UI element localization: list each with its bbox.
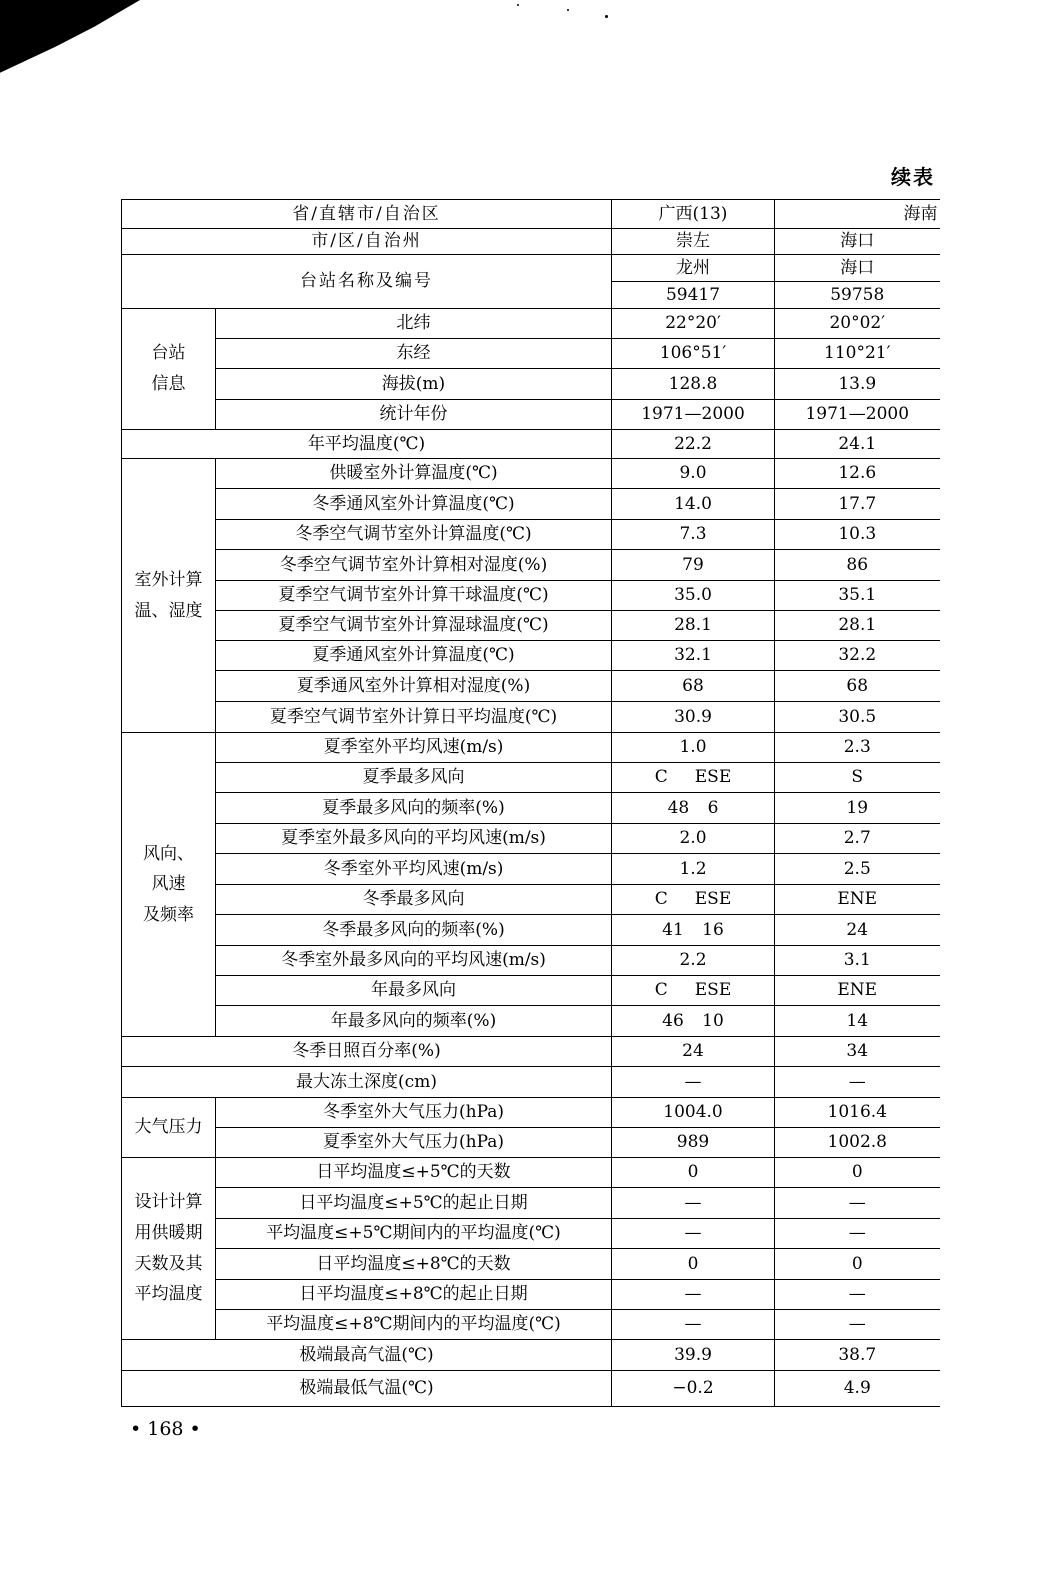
row-value-col2: 12.6	[775, 459, 940, 489]
row-value-col1: C ESE	[612, 763, 775, 793]
row-label: 冬季最多风向的频率(%)	[216, 915, 612, 946]
row-label: 日平均温度≤+8℃的天数	[216, 1249, 612, 1280]
row-value-col1: 30.9	[612, 702, 775, 733]
row-value-col2: 1002.8	[775, 1128, 940, 1158]
table-row	[122, 824, 940, 854]
row-value-col2: ENE	[775, 976, 940, 1006]
row-value-col1: 35.0	[612, 581, 775, 611]
table-row	[122, 1158, 940, 1188]
row-label: 夏季最多风向	[216, 763, 612, 793]
row-value-col1: 1004.0	[612, 1098, 775, 1128]
table-row	[122, 733, 940, 763]
row-value-col2: 19	[775, 793, 940, 824]
table-row	[122, 369, 940, 400]
row-value-col2: 86	[775, 550, 940, 581]
row-value-col1: 28.1	[612, 611, 775, 641]
row-value-col1: 9.0	[612, 459, 775, 489]
table-row	[122, 1067, 940, 1098]
page-number: • 168 •	[130, 1418, 201, 1440]
row-value-col1: 1.2	[612, 854, 775, 885]
row-value-col2: 2.7	[775, 824, 940, 854]
row-value-col2: 0	[775, 1158, 940, 1188]
table-row	[122, 430, 940, 459]
row-label: 夏季空气调节室外计算湿球温度(℃)	[216, 611, 612, 641]
row-label: 平均温度≤+8℃期间内的平均温度(℃)	[216, 1310, 612, 1340]
row-value-col2: 110°21′	[775, 339, 940, 369]
table-row	[122, 854, 940, 885]
row-value-col1: 24	[612, 1037, 775, 1067]
row-value-col1: 22.2	[612, 430, 775, 459]
table-row	[122, 915, 940, 946]
scan-speck	[517, 4, 519, 6]
table-row	[122, 1006, 940, 1037]
row-value-col1: —	[612, 1188, 775, 1219]
row-value-col1: —	[612, 1067, 775, 1098]
row-value-col2: 2.3	[775, 733, 940, 763]
row-value-col1: 46 10	[612, 1006, 775, 1037]
row-value-col2: 4.9	[775, 1371, 940, 1407]
row-value-col1: 48 6	[612, 793, 775, 824]
scan-speck	[567, 9, 569, 11]
row-value-col1: 14.0	[612, 489, 775, 520]
row-label: 夏季室外最多风向的平均风速(m/s)	[216, 824, 612, 854]
row-label: 日平均温度≤+8℃的起止日期	[216, 1280, 612, 1310]
table-row	[122, 1280, 940, 1310]
row-value-col2: S	[775, 763, 940, 793]
table-row	[122, 671, 940, 702]
row-value-col1: 39.9	[612, 1340, 775, 1371]
row-label: 冬季室外平均风速(m/s)	[216, 854, 612, 885]
city-label: 市/区/自治州	[122, 229, 612, 255]
row-value-col2: 10.3	[775, 520, 940, 550]
row-value-col1: 2.0	[612, 824, 775, 854]
row-value-col2: 34	[775, 1037, 940, 1067]
row-value-col1: 0	[612, 1249, 775, 1280]
row-label: 夏季室外大气压力(hPa)	[216, 1128, 612, 1158]
table-row	[122, 793, 940, 824]
row-label: 极端最低气温(℃)	[122, 1371, 612, 1407]
row-value-col2: 35.1	[775, 581, 940, 611]
table-row	[122, 550, 940, 581]
row-label: 最大冻土深度(cm)	[122, 1067, 612, 1098]
row-label: 统计年份	[216, 400, 612, 430]
row-value-col2: 0	[775, 1249, 940, 1280]
row-value-col1: 128.8	[612, 369, 775, 400]
code-col2: 59758	[775, 282, 940, 309]
row-value-col1: 1971—2000	[612, 400, 775, 430]
table-row	[122, 976, 940, 1006]
row-label: 夏季通风室外计算温度(℃)	[216, 641, 612, 671]
station-col2: 海口	[775, 255, 940, 282]
province-label: 省/直辖市/自治区	[122, 200, 612, 229]
climate-parameters-table	[121, 199, 940, 1407]
row-label: 冬季室外大气压力(hPa)	[216, 1098, 612, 1128]
table-row	[122, 946, 940, 976]
row-label: 极端最高气温(℃)	[122, 1340, 612, 1371]
row-value-col1: C ESE	[612, 976, 775, 1006]
row-label: 日平均温度≤+5℃的天数	[216, 1158, 612, 1188]
row-label: 年平均温度(℃)	[122, 430, 612, 459]
row-value-col1: —	[612, 1280, 775, 1310]
city-col1: 崇左	[612, 229, 775, 255]
table-row	[122, 339, 940, 369]
table-row	[122, 459, 940, 489]
row-value-col1: 0	[612, 1158, 775, 1188]
table-row	[122, 1037, 940, 1067]
row-value-col2: 68	[775, 671, 940, 702]
row-value-col2: —	[775, 1188, 940, 1219]
row-value-col1: −0.2	[612, 1371, 775, 1407]
row-label: 冬季空气调节室外计算相对湿度(%)	[216, 550, 612, 581]
row-label: 夏季空气调节室外计算干球温度(℃)	[216, 581, 612, 611]
table-row	[122, 1188, 940, 1219]
row-value-col1: 41 16	[612, 915, 775, 946]
table-row	[122, 641, 940, 671]
table-row	[122, 702, 940, 733]
row-value-col1: 2.2	[612, 946, 775, 976]
row-value-col2: ENE	[775, 885, 940, 915]
table-row	[122, 1219, 940, 1249]
group-heating: 设计计算 用供暖期 天数及其 平均温度	[122, 1158, 216, 1340]
row-label: 冬季通风室外计算温度(℃)	[216, 489, 612, 520]
table-row	[122, 1098, 940, 1128]
city-col2: 海口	[775, 229, 940, 255]
row-value-col1: 22°20′	[612, 309, 775, 339]
code-col1: 59417	[612, 282, 775, 309]
row-label: 冬季日照百分率(%)	[122, 1037, 612, 1067]
row-label: 冬季最多风向	[216, 885, 612, 915]
row-value-col1: 68	[612, 671, 775, 702]
row-label: 日平均温度≤+5℃的起止日期	[216, 1188, 612, 1219]
row-value-col1: 106°51′	[612, 339, 775, 369]
row-value-col2: —	[775, 1219, 940, 1249]
table-row	[122, 1340, 940, 1371]
province-col2: 海南	[775, 200, 940, 229]
table-row	[122, 763, 940, 793]
row-label: 年最多风向的频率(%)	[216, 1006, 612, 1037]
row-value-col2: —	[775, 1067, 940, 1098]
row-value-col2: 24	[775, 915, 940, 946]
row-label: 夏季最多风向的频率(%)	[216, 793, 612, 824]
row-label: 北纬	[216, 309, 612, 339]
row-value-col2: 1016.4	[775, 1098, 940, 1128]
group-station-info: 台站 信息	[122, 309, 216, 430]
row-value-col2: 20°02′	[775, 309, 940, 339]
header-row-city	[122, 229, 940, 255]
row-value-col2: 13.9	[775, 369, 940, 400]
group-outdoor: 室外计算 温、湿度	[122, 459, 216, 733]
row-value-col2: 24.1	[775, 430, 940, 459]
table-row	[122, 400, 940, 430]
row-label: 东经	[216, 339, 612, 369]
row-value-col2: 1971—2000	[775, 400, 940, 430]
row-value-col1: 32.1	[612, 641, 775, 671]
table-row	[122, 1310, 940, 1340]
header-row-station	[122, 255, 940, 282]
table-row	[122, 581, 940, 611]
station-col1: 龙州	[612, 255, 775, 282]
row-value-col1: —	[612, 1219, 775, 1249]
scan-shadow-corner	[0, 0, 140, 75]
table-row	[122, 520, 940, 550]
row-label: 夏季通风室外计算相对湿度(%)	[216, 671, 612, 702]
table-row	[122, 489, 940, 520]
group-wind: 风向、 风速 及频率	[122, 733, 216, 1037]
table-row	[122, 885, 940, 915]
group-pressure: 大气压力	[122, 1098, 216, 1158]
table-row	[122, 309, 940, 339]
continued-table-label: 续表	[891, 165, 935, 189]
row-value-col2: 30.5	[775, 702, 940, 733]
row-label: 供暖室外计算温度(℃)	[216, 459, 612, 489]
row-label: 平均温度≤+5℃期间内的平均温度(℃)	[216, 1219, 612, 1249]
table-row	[122, 1128, 940, 1158]
row-label: 年最多风向	[216, 976, 612, 1006]
row-value-col2: —	[775, 1280, 940, 1310]
row-value-col2: —	[775, 1310, 940, 1340]
row-value-col1: 79	[612, 550, 775, 581]
row-value-col1: —	[612, 1310, 775, 1340]
row-label: 冬季空气调节室外计算温度(℃)	[216, 520, 612, 550]
row-value-col2: 3.1	[775, 946, 940, 976]
row-label: 海拔(m)	[216, 369, 612, 400]
row-value-col2: 38.7	[775, 1340, 940, 1371]
table-row	[122, 1371, 940, 1407]
row-value-col2: 17.7	[775, 489, 940, 520]
row-value-col1: C ESE	[612, 885, 775, 915]
row-value-col1: 989	[612, 1128, 775, 1158]
row-value-col2: 28.1	[775, 611, 940, 641]
station-label: 台站名称及编号	[122, 255, 612, 309]
row-value-col2: 32.2	[775, 641, 940, 671]
table-row	[122, 1249, 940, 1280]
row-value-col2: 14	[775, 1006, 940, 1037]
row-value-col1: 1.0	[612, 733, 775, 763]
row-label: 夏季空气调节室外计算日平均温度(℃)	[216, 702, 612, 733]
header-row-province	[122, 200, 940, 229]
row-value-col2: 2.5	[775, 854, 940, 885]
row-label: 夏季室外平均风速(m/s)	[216, 733, 612, 763]
table-row	[122, 611, 940, 641]
scan-speck	[605, 15, 608, 18]
row-value-col1: 7.3	[612, 520, 775, 550]
province-col1: 广西(13)	[612, 200, 775, 229]
row-label: 冬季室外最多风向的平均风速(m/s)	[216, 946, 612, 976]
